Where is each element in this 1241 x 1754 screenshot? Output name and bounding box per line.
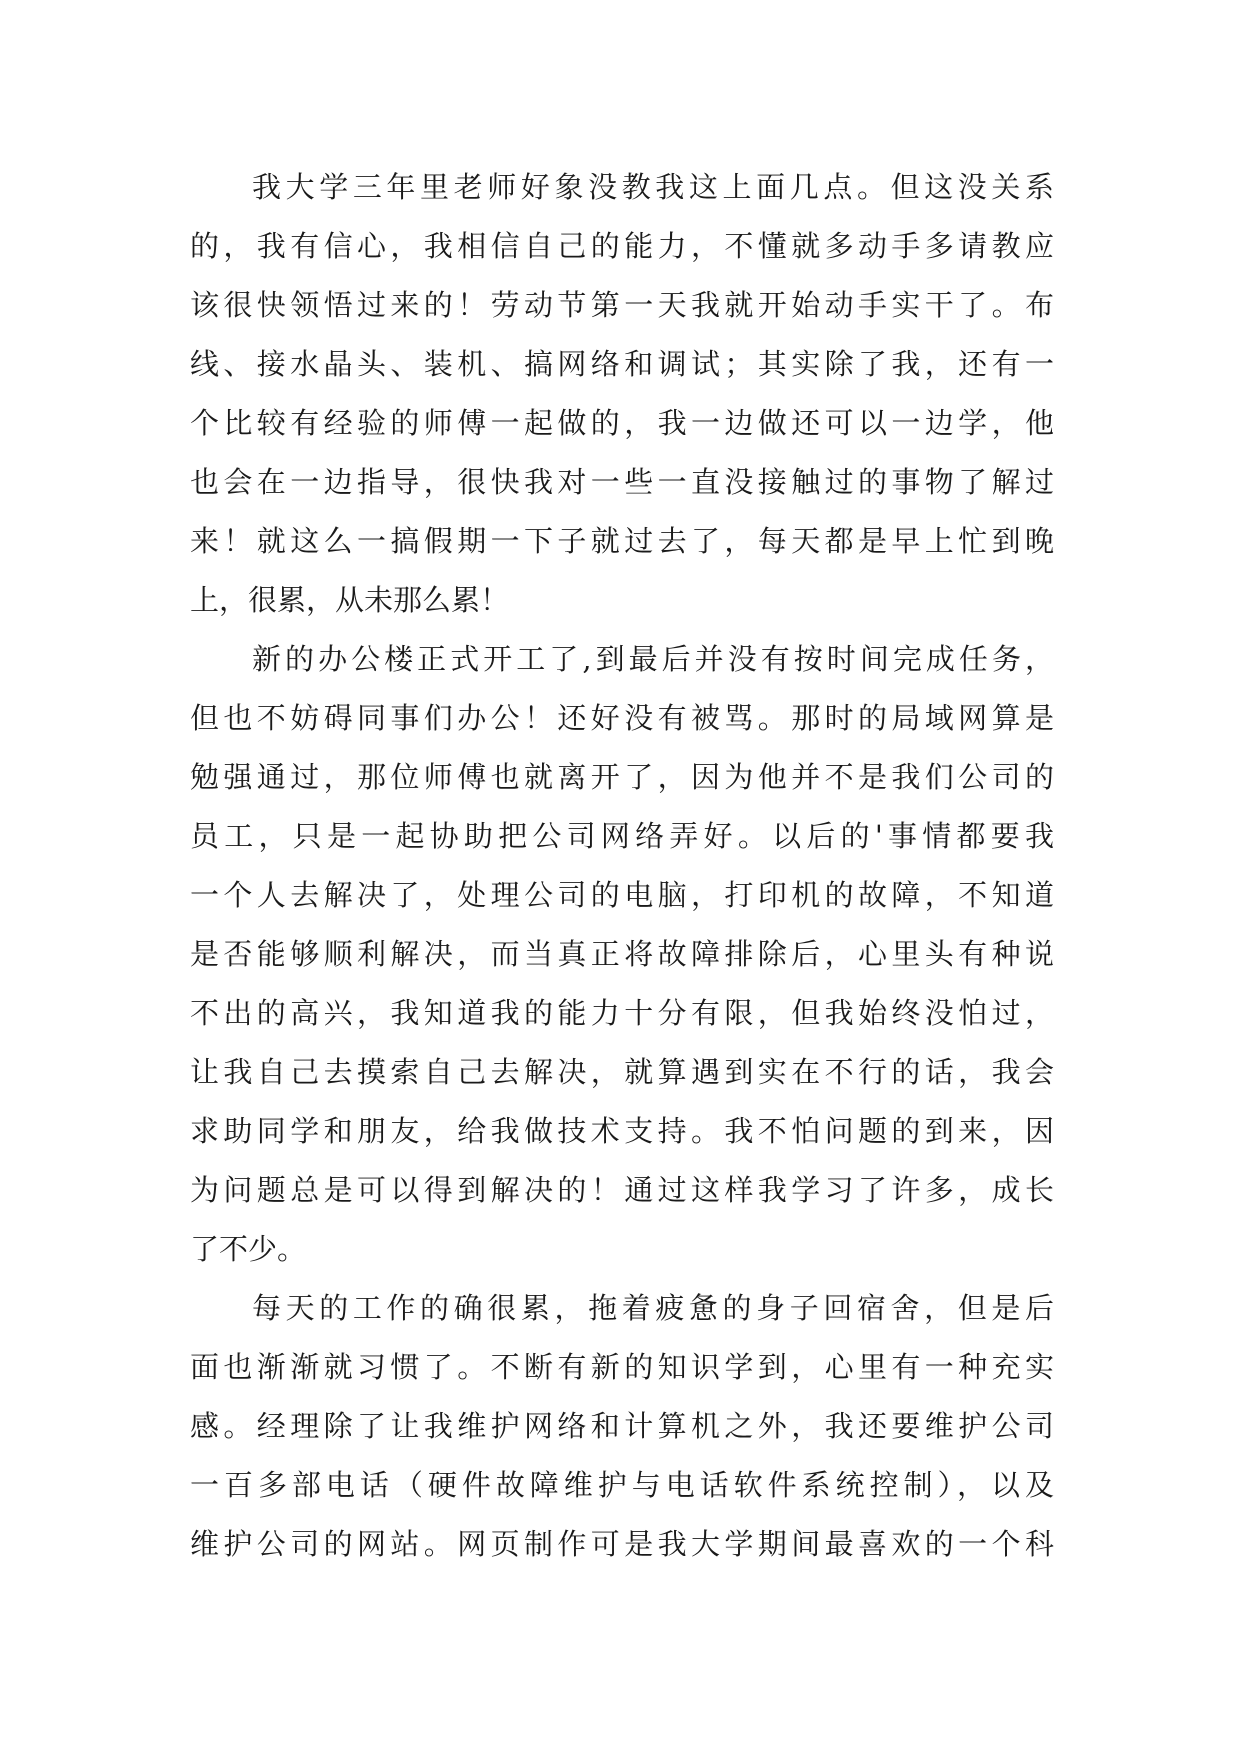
text-line: 感。经理除了让我维护网络和计算机之外，我还要维护公司 xyxy=(190,1409,1054,1443)
text-line: 也会在一边指导，很快我对一些一直没接触过的事物了解过 xyxy=(190,465,1054,499)
text-line: 了不少。 xyxy=(190,1232,307,1266)
text-line: 个比较有经验的师傅一起做的，我一边做还可以一边学，他 xyxy=(190,406,1054,440)
text-line: 一个人去解决了，处理公司的电脑，打印机的故障，不知道 xyxy=(190,878,1054,912)
text-line: 一百多部电话（硬件故障维护与电话软件系统控制），以及 xyxy=(190,1468,1054,1502)
text-line: 每天的工作的确很累，拖着疲惫的身子回宿舍，但是后 xyxy=(252,1291,1054,1325)
paragraph xyxy=(190,158,1054,630)
text-line: 员工，只是一起协助把公司网络弄好。以后的'事情都要我 xyxy=(190,819,1054,853)
text-line: 面也渐渐就习惯了。不断有新的知识学到，心里有一种充实 xyxy=(190,1350,1054,1384)
text-line: 求助同学和朋友，给我做技术支持。我不怕问题的到来，因 xyxy=(190,1114,1054,1148)
text-line: 但也不妨碍同事们办公！还好没有被骂。那时的局域网算是 xyxy=(190,701,1054,735)
paragraph xyxy=(190,1279,1054,1574)
text-line: 为问题总是可以得到解决的！通过这样我学习了许多，成长 xyxy=(190,1173,1054,1207)
text-line: 上，很累，从未那么累！ xyxy=(190,583,510,617)
text-line: 该很快领悟过来的！劳动节第一天我就开始动手实干了。布 xyxy=(190,288,1054,322)
text-line: 我大学三年里老师好象没教我这上面几点。但这没关系 xyxy=(252,170,1054,204)
text-line: 线、接水晶头、装机、搞网络和调试；其实除了我，还有一 xyxy=(190,347,1054,381)
text-line: 维护公司的网站。网页制作可是我大学期间最喜欢的一个科 xyxy=(190,1527,1054,1561)
text-line: 不出的高兴，我知道我的能力十分有限，但我始终没怕过， xyxy=(190,996,1054,1030)
text-line: 让我自己去摸索自己去解决，就算遇到实在不行的话，我会 xyxy=(190,1055,1054,1089)
paragraph xyxy=(190,630,1054,1279)
text-line: 的，我有信心，我相信自己的能力，不懂就多动手多请教应 xyxy=(190,229,1054,263)
text-line: 新的办公楼正式开工了,到最后并没有按时间完成任务， xyxy=(252,642,1054,676)
text-line: 来！就这么一搞假期一下子就过去了，每天都是早上忙到晚 xyxy=(190,524,1054,558)
text-line: 是否能够顺利解决，而当真正将故障排除后，心里头有种说 xyxy=(190,937,1054,971)
document-body xyxy=(190,158,1054,1574)
text-line: 勉强通过，那位师傅也就离开了，因为他并不是我们公司的 xyxy=(190,760,1054,794)
